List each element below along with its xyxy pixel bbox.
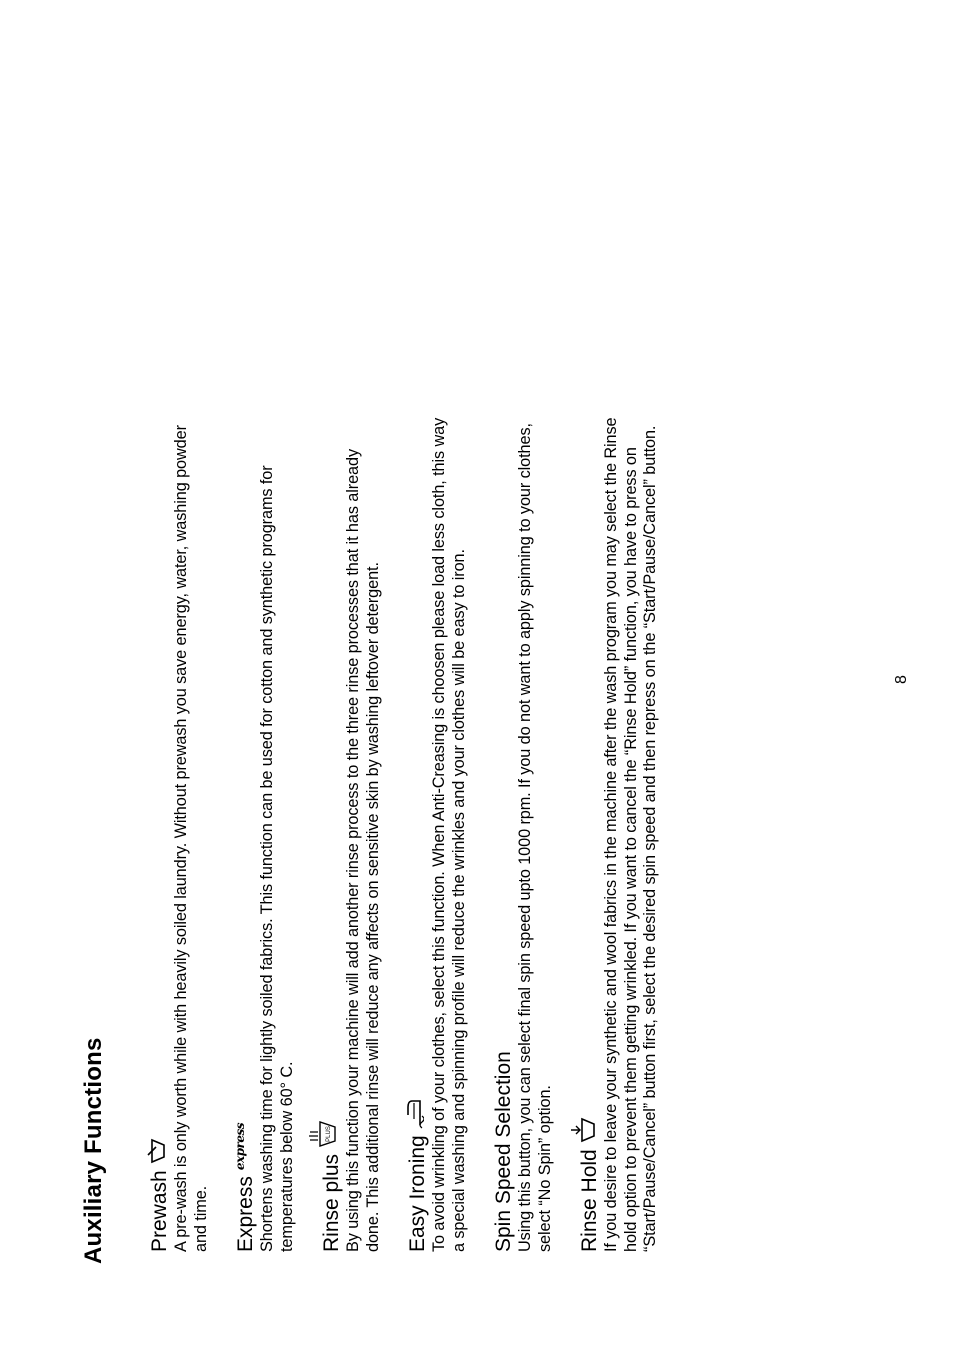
section-heading: [490, 92, 516, 1252]
section-prewash: [146, 92, 211, 1252]
heading-rinse-hold: Rinse Hold: [578, 1149, 601, 1252]
page-title: Auxiliary Functions: [80, 1037, 107, 1264]
rinse-hold-description: If you desire to leave your synthetic and wool fabrics in the machine after the wash program you may select the Rinse hold option to prevent them getting wrinkled. If you want to cancel the “Rinse Hold” function, you have to press on “Start/Pause/Cancel” button first, select the desired spin speed and then repress on the “Start/Pause/Cancel” button.: [602, 417, 659, 1252]
rinse-plus-icon-label: PLUS: [326, 1126, 332, 1142]
section-rinse-plus: [318, 92, 383, 1252]
section-express: [232, 92, 297, 1252]
iron-icon: [404, 1097, 430, 1129]
rinse-hold-icon: [570, 1117, 602, 1143]
easy-ironing-description: To avoid wrinkling of your clothes, select this function. When Anti-Creasing is choosen please load less cloth, this way a special washing and spinning profile will reduce the wrinkles and your clothes will be easy to iron.: [430, 417, 468, 1252]
heading-easy-ironing: Easy Ironing: [406, 1135, 429, 1252]
section-heading: [146, 92, 172, 1252]
rinse-plus-icon: [308, 1120, 344, 1148]
section-heading: [232, 92, 258, 1252]
section-heading: [576, 92, 602, 1252]
heading-express: Express: [234, 1176, 257, 1252]
prewash-description: A pre-wash is only worth while with heavily soiled laundry. Without prewash you save energy, water, washing powder and time.: [172, 425, 210, 1252]
section-heading: [404, 92, 430, 1252]
section-heading: [318, 92, 344, 1252]
rinse-plus-description: By using this function your machine will add another rinse process to the three rinse processes that it has already done. This additional rinse will reduce any affects on sensitive skin by washing leftover detergent.: [344, 449, 382, 1252]
prewash-tub-icon: [146, 1138, 172, 1164]
express-logo: express: [233, 1122, 247, 1171]
spin-speed-description: Using this button, you can select final spin speed upto 1000 rpm. If you do not want to apply spinning to your clothes, select “No Spin” option.: [516, 423, 554, 1252]
heading-rinse-plus: Rinse plus: [320, 1153, 343, 1252]
section-easy-ironing: [404, 92, 469, 1252]
section-rinse-hold: [576, 92, 661, 1252]
heading-prewash: Prewash: [148, 1170, 171, 1252]
heading-spin-speed: Spin Speed Selection: [492, 1051, 515, 1252]
section-spin-speed: [490, 92, 555, 1252]
page-number: 8: [893, 675, 910, 684]
express-description: Shortens washing time for lightly soiled fabrics. This function can be used for cotton and synthetic programs for temperatures below 60° C.: [258, 465, 296, 1252]
